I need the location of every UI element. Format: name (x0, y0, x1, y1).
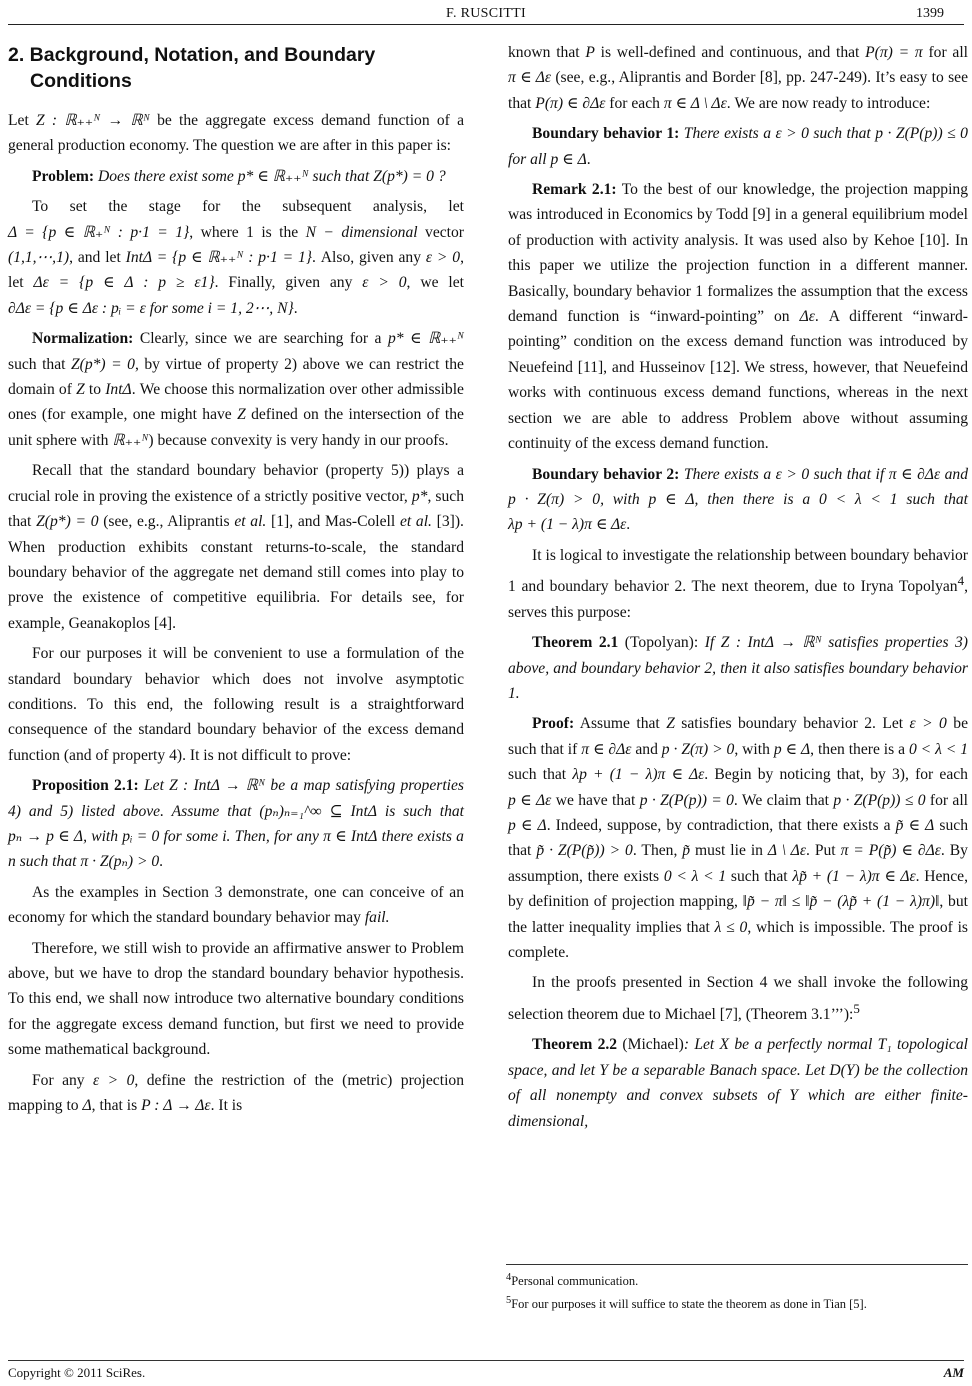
math-expression: p ∈ Δ (648, 490, 695, 508)
theorem-2-1 (508, 630, 968, 706)
math-expression: p ∈ Δε (508, 791, 552, 809)
theorem-label: Theorem 2.1 (532, 634, 619, 652)
text: must lie in (695, 842, 763, 860)
math-expression: λp + (1 − λ)π ∈ Δε (572, 766, 705, 784)
text: . We are now ready to introduce: (726, 94, 931, 112)
text: It is logical to investigate the relationship between boundary behavior 1 and boundary behavior 2. The next theorem, due to Iryna Topolyan (508, 546, 968, 596)
math-expression: P(π) = π (865, 44, 923, 61)
text: is well-defined and continuous, and that (600, 44, 860, 61)
math-expression: λ ≤ 0 (714, 918, 748, 936)
math-expression: Z (666, 715, 675, 733)
math-expression: pᵢ = 0 (122, 827, 160, 845)
text: , such that (8, 487, 464, 531)
text: If (704, 634, 715, 652)
text: such that if (813, 465, 885, 483)
math-expression: λp̃ + (1 − λ)π ∈ Δε (792, 867, 916, 885)
math-expression: pₙ → p ∈ Δ (8, 827, 84, 845)
math-expression: π = P(p̃) ∈ ∂Δε (840, 842, 941, 860)
section-title-line1: 2. Background, Notation, and Boundary (8, 44, 376, 66)
text: ) because convexity is very handy in our proofs. (148, 431, 449, 449)
paragraph-affirmative: Therefore, we still wish to provide an affirmative answer to Problem above, but we have to drop the standard boundary behavior hypothesis. To this end, we shall now introduce two alternative boundary conditions for the aggregate excess demand function, but first we need to provide some mathematical background. (8, 939, 464, 1059)
math-expression: 0 < λ < 1 (908, 740, 968, 758)
proof-label: Proof: (532, 715, 575, 733)
text: we have that (555, 791, 636, 809)
footnote-text: For our purposes it will suffice to state the theorem as done in Tian [5]. (511, 1297, 867, 1312)
text: In the proofs presented in Section 4 we shall invoke the following selection theorem due to Michael [7], (Theorem 3.1’’’): (508, 974, 968, 1023)
text: . Indeed, suppose, by contradiction, that there exists a (546, 816, 891, 834)
text: To set the stage for the subsequent analysis, let (32, 198, 464, 216)
text: and (944, 465, 968, 483)
header-rule (8, 24, 964, 25)
text: . Finally, given any (214, 274, 353, 292)
math-expression: Δ = {p ∈ ℝ₊ᴺ : p·1 = 1} (8, 223, 190, 241)
math-expression: 0 < λ < 1 (818, 490, 898, 508)
journal-abbreviation: AM (943, 1365, 964, 1380)
text: : Let X be a perfectly normal (683, 1036, 873, 1054)
text: , with (734, 740, 770, 758)
footnote-rule (506, 1264, 968, 1265)
text: . (626, 516, 631, 534)
text: , but the latter inequality implies that (508, 893, 968, 936)
text: . It is (210, 1097, 243, 1115)
text: . By assumption, there exists (508, 842, 968, 885)
problem-label: Problem: (32, 167, 95, 185)
math-expression: p · Z(P(p)) ≤ 0 (875, 125, 968, 143)
theorem-2-2 (508, 1032, 968, 1134)
text: . A different “inward-pointing” condition on the excess demand function was introduced by Neuefeind [11], and Husseinov [12]. We stress, however, that Neuefeind works with continuous excess demand functions, whereas in the next section we are able to address Problem above without assuming continuity of the excess demand function. (508, 308, 968, 453)
math-expression: p̃ (682, 842, 691, 860)
text: there exists a (381, 827, 464, 845)
paragraph-intro (8, 108, 464, 159)
text: . (586, 150, 591, 168)
math-expression: IntΔ = {p ∈ ℝ₊₊ᴺ : p·1 = 1} (125, 249, 313, 267)
normalization-label: Normalization: (32, 330, 134, 348)
text: There exists a (683, 465, 772, 483)
page-header (0, 0, 972, 40)
math-expression: Z(p*) = 0 (70, 355, 135, 373)
text: [3]). When production exhibits constant returns-to-scale, the standard boundary behavior of the aggregate net demand still comes into play to prove the existence of competitive equilibria. For details see, for example, Geanakoplos [4]. (8, 513, 464, 632)
boundary-behavior-2 (508, 462, 968, 538)
text: . (293, 299, 298, 317)
math-expression: Z(p*) = 0 (36, 513, 99, 531)
copyright: Copyright © 2011 SciRes. (8, 1365, 146, 1380)
text: , define the restriction of the (metric) projection mapping to (8, 1071, 464, 1115)
math-expression: p · Z(P(p)) = 0 (639, 791, 734, 809)
math-expression: ∂Δε = {p ∈ Δε : pᵢ = ε for some i = 1, 2⋯, N} (8, 299, 294, 317)
math-expression: ε > 0 (775, 465, 810, 483)
paragraph-relationship (508, 543, 968, 625)
theorem-attribution: (Topolyan): (624, 634, 699, 652)
text: topological space, and let (508, 1036, 968, 1079)
text: . Begin by noticing that, by 3), for each (704, 766, 968, 784)
et-al: et al. (234, 513, 267, 531)
math-expression: Δ (82, 1097, 92, 1115)
math-expression: π ∈ ∂Δε (888, 465, 941, 483)
math-expression: n (8, 853, 16, 871)
paragraph-projection (8, 1068, 464, 1119)
math-expression: p* (411, 487, 428, 505)
text: to (88, 381, 102, 399)
footnote-marker: 4 (957, 573, 965, 589)
text: known that (508, 44, 580, 61)
text: As the examples in Section 3 demonstrate, one can conceive of an economy for which the standard boundary behavior may (8, 883, 464, 927)
proposition-2-1 (8, 773, 464, 875)
math-expression: Z : ℝ₊₊ᴺ → ℝᴺ (36, 112, 150, 129)
math-expression: λp + (1 − λ)π ∈ Δε (508, 516, 627, 534)
footer-rule (8, 1360, 964, 1361)
section-heading (8, 42, 464, 94)
text: To the best of our knowledge, the projection mapping was introduced in Economics by Todd [9] in a general equilibrium model of production with activity analysis. It was used also by Kehoe [10]. In this paper we utilize the projection function in a different manner. Basically, boundary behavior 1 formalizes the assumption that the excess demand function is “inward-pointing” on (508, 181, 968, 326)
math-expression: Z (237, 406, 246, 424)
math-expression: IntΔ (105, 381, 132, 399)
text: , and let (69, 249, 121, 267)
right-column (508, 40, 968, 1139)
text: , then there is a (810, 740, 906, 758)
math-expression: ‖p̃ − π‖ ≤ ‖p̃ − (λp̃ + (1 − λ)π)‖ (742, 893, 940, 911)
text: There exists a (683, 125, 772, 143)
text: Does there exist some (97, 167, 234, 185)
text: for each (609, 94, 660, 112)
text: . (159, 853, 164, 871)
paragraph-problem (8, 164, 464, 189)
text: for all (508, 150, 547, 168)
math-expression: p̃ ∈ Δ (895, 816, 935, 834)
proof (508, 711, 968, 965)
text: (see, e.g., Aliprantis and Border [8], pp. 247-249). It’s easy to see that (508, 69, 968, 112)
text: be such that if (508, 715, 968, 758)
text: be the collection of all nonempty and convex subsets of Y which are either finite-dimensional, (508, 1061, 968, 1130)
page-number: 1399 (916, 6, 944, 21)
text: , which is impossible. The proof is complete. (508, 918, 968, 961)
boundary-behavior-1 (508, 121, 968, 172)
text: , with (600, 490, 640, 508)
left-column (8, 40, 464, 1123)
paragraph-projection-continued (508, 40, 968, 116)
math-expression: ε > 0 (425, 249, 461, 267)
remark-2-1 (508, 177, 968, 456)
math-expression: ε > 0 (93, 1071, 135, 1089)
math-expression: ℝ₊₊ᴺ (112, 431, 149, 449)
boundary-behavior-label: Boundary behavior 1: (532, 125, 680, 143)
theorem-attribution: (Michael) (622, 1036, 684, 1054)
math-expression: N − dimensional (305, 223, 418, 241)
footnote-marker: 4 (506, 1272, 512, 1283)
emphasis: fail. (364, 909, 390, 927)
math-expression: D(Y) (829, 1061, 860, 1079)
text: be a map satisfying properties 4) and 5) listed above. Assume that (8, 777, 464, 820)
text: such that (8, 355, 66, 373)
remark-label: Remark 2.1: (532, 181, 617, 199)
math-expression: Z : IntΔ → ℝᴺ (720, 634, 822, 652)
paragraph-selection-theorem (508, 970, 968, 1027)
text: , that is (91, 1097, 138, 1115)
text: Assume that (579, 715, 660, 733)
et-al: et al. (399, 513, 432, 531)
text: , then there is a (694, 490, 811, 508)
text: , with (83, 827, 119, 845)
math-expression: Y (599, 1061, 609, 1079)
boundary-behavior-label: Boundary behavior 2: (532, 465, 680, 483)
math-expression: p · Z(P(p)) ≤ 0 (833, 791, 926, 809)
text: and (635, 740, 658, 758)
math-expression: Z(p*) = 0 ? (373, 167, 446, 185)
text: such that (508, 816, 968, 860)
text: Let (143, 777, 164, 795)
running-author: F. RUSCITTI (446, 6, 526, 21)
math-expression: π ∈ ∂Δε (581, 740, 632, 758)
math-expression: Z (76, 381, 85, 399)
text: be the aggregate excess demand function of a general production economy. The question we are after in this paper is: (8, 112, 464, 155)
paragraph-standard-boundary (8, 458, 464, 636)
math-expression: Δε (799, 308, 815, 326)
text: is such that (384, 802, 465, 820)
text: (see, e.g., Aliprantis (103, 513, 230, 531)
text: such that (312, 167, 370, 185)
text: , serves this purpose: (508, 578, 968, 621)
footnote-marker: 5 (853, 1000, 860, 1016)
theorem-label: Theorem 2.2 (532, 1036, 618, 1054)
text: [1], and Mas-Colell (271, 513, 396, 531)
text: For any (32, 1071, 85, 1089)
math-expression: Z : IntΔ → ℝᴺ (169, 777, 266, 795)
math-expression: p ∈ Δ (508, 816, 547, 834)
math-expression: π ∈ IntΔ (323, 827, 378, 845)
footnote-marker: 5 (506, 1295, 512, 1307)
math-expression: Δε = {p ∈ Δ : p ≥ ε1} (33, 274, 215, 292)
text: be a separable Banach space. Let (612, 1061, 826, 1079)
math-expression: π ∈ Δε (508, 69, 552, 87)
section-title-line2: Conditions (30, 70, 132, 92)
footnotes (506, 1268, 968, 1314)
text: . Also, given any (312, 249, 422, 267)
text: such that (730, 867, 788, 885)
text: defined on the intersection of the unit sphere with (8, 406, 464, 449)
text: satisfies boundary behavior 2. Let (681, 715, 904, 733)
math-expression: p* ∈ ℝ₊₊ᴺ (387, 330, 464, 348)
proposition-label: Proposition 2.1: (32, 777, 139, 795)
math-expression: ε > 0 (775, 125, 809, 143)
footnote-4 (506, 1268, 968, 1291)
text: . Put (805, 842, 836, 860)
text: . Hence, by definition of projection mapping, (508, 867, 968, 911)
paragraph-formulation: For our purposes it will be convenient to use a formulation of the standard boundary behavior which does not involve asymptotic conditions. To this end, the following result is a straightforward consequence of the standard boundary behavior of the excess demand function (and of property 4). It is not difficult to prove: (8, 645, 464, 764)
text: , where 1 is the (189, 223, 299, 241)
math-expression: T₁ (877, 1036, 892, 1054)
math-expression: π ∈ Δ \ Δε (663, 94, 727, 112)
math-expression: Δ \ Δε (767, 842, 806, 860)
math-expression: (pₙ)ₙ₌₁^∞ ⊆ IntΔ (259, 802, 377, 820)
paragraph-notation (8, 194, 464, 321)
text: such that (813, 125, 871, 143)
text: for some i. Then, for any (163, 827, 319, 845)
math-expression: P (585, 44, 595, 61)
text: , by virtue of property 2) above we can restrict the domain of (8, 355, 464, 399)
math-expression: P : Δ → Δε (141, 1097, 211, 1115)
text: . We choose this normalization over other admissible ones (for example, one might have (8, 381, 464, 424)
text: for all (929, 791, 969, 809)
footnote-5 (506, 1291, 968, 1314)
text: , we let (406, 274, 464, 292)
text: Let (8, 112, 29, 129)
text: . Then, (632, 842, 678, 860)
math-expression: P(π) ∈ ∂Δε (535, 94, 606, 112)
text: Clearly, since we are searching for a (139, 330, 382, 348)
text: for all (928, 44, 969, 61)
math-expression: p · Z(π) > 0 (508, 490, 601, 508)
text: such that (19, 853, 77, 871)
math-expression: ε > 0 (362, 274, 407, 292)
text: . We claim that (733, 791, 829, 809)
math-expression: p̃ · Z(P(p̃)) > 0 (536, 842, 633, 860)
text: such that (508, 766, 567, 784)
math-expression: p* ∈ ℝ₊₊ᴺ (237, 167, 309, 185)
text: vector (425, 223, 464, 241)
math-expression: p · Z(π) > 0 (661, 740, 735, 758)
text: Recall that the standard boundary behavior (property 5)) plays a crucial role in proving the existence of a strictly positive vector, (8, 462, 464, 505)
text: , let (8, 249, 464, 292)
text: satisfies properties 3) above, and boundary behavior 2, then it also satisfies boundary behavior 1. (508, 634, 968, 702)
math-expression: 0 < λ < 1 (663, 867, 727, 885)
paragraph-normalization (8, 326, 464, 453)
math-expression: π · Z(pₙ) > 0 (80, 853, 160, 871)
math-expression: p ∈ Δ (550, 150, 587, 168)
math-expression: ε > 0 (909, 715, 947, 733)
math-expression: (1,1,⋯,1) (8, 249, 70, 267)
footnote-text: Personal communication. (511, 1274, 639, 1289)
math-expression: p ∈ Δ (773, 740, 811, 758)
paragraph-examples (8, 880, 464, 931)
text: such that (906, 490, 969, 508)
